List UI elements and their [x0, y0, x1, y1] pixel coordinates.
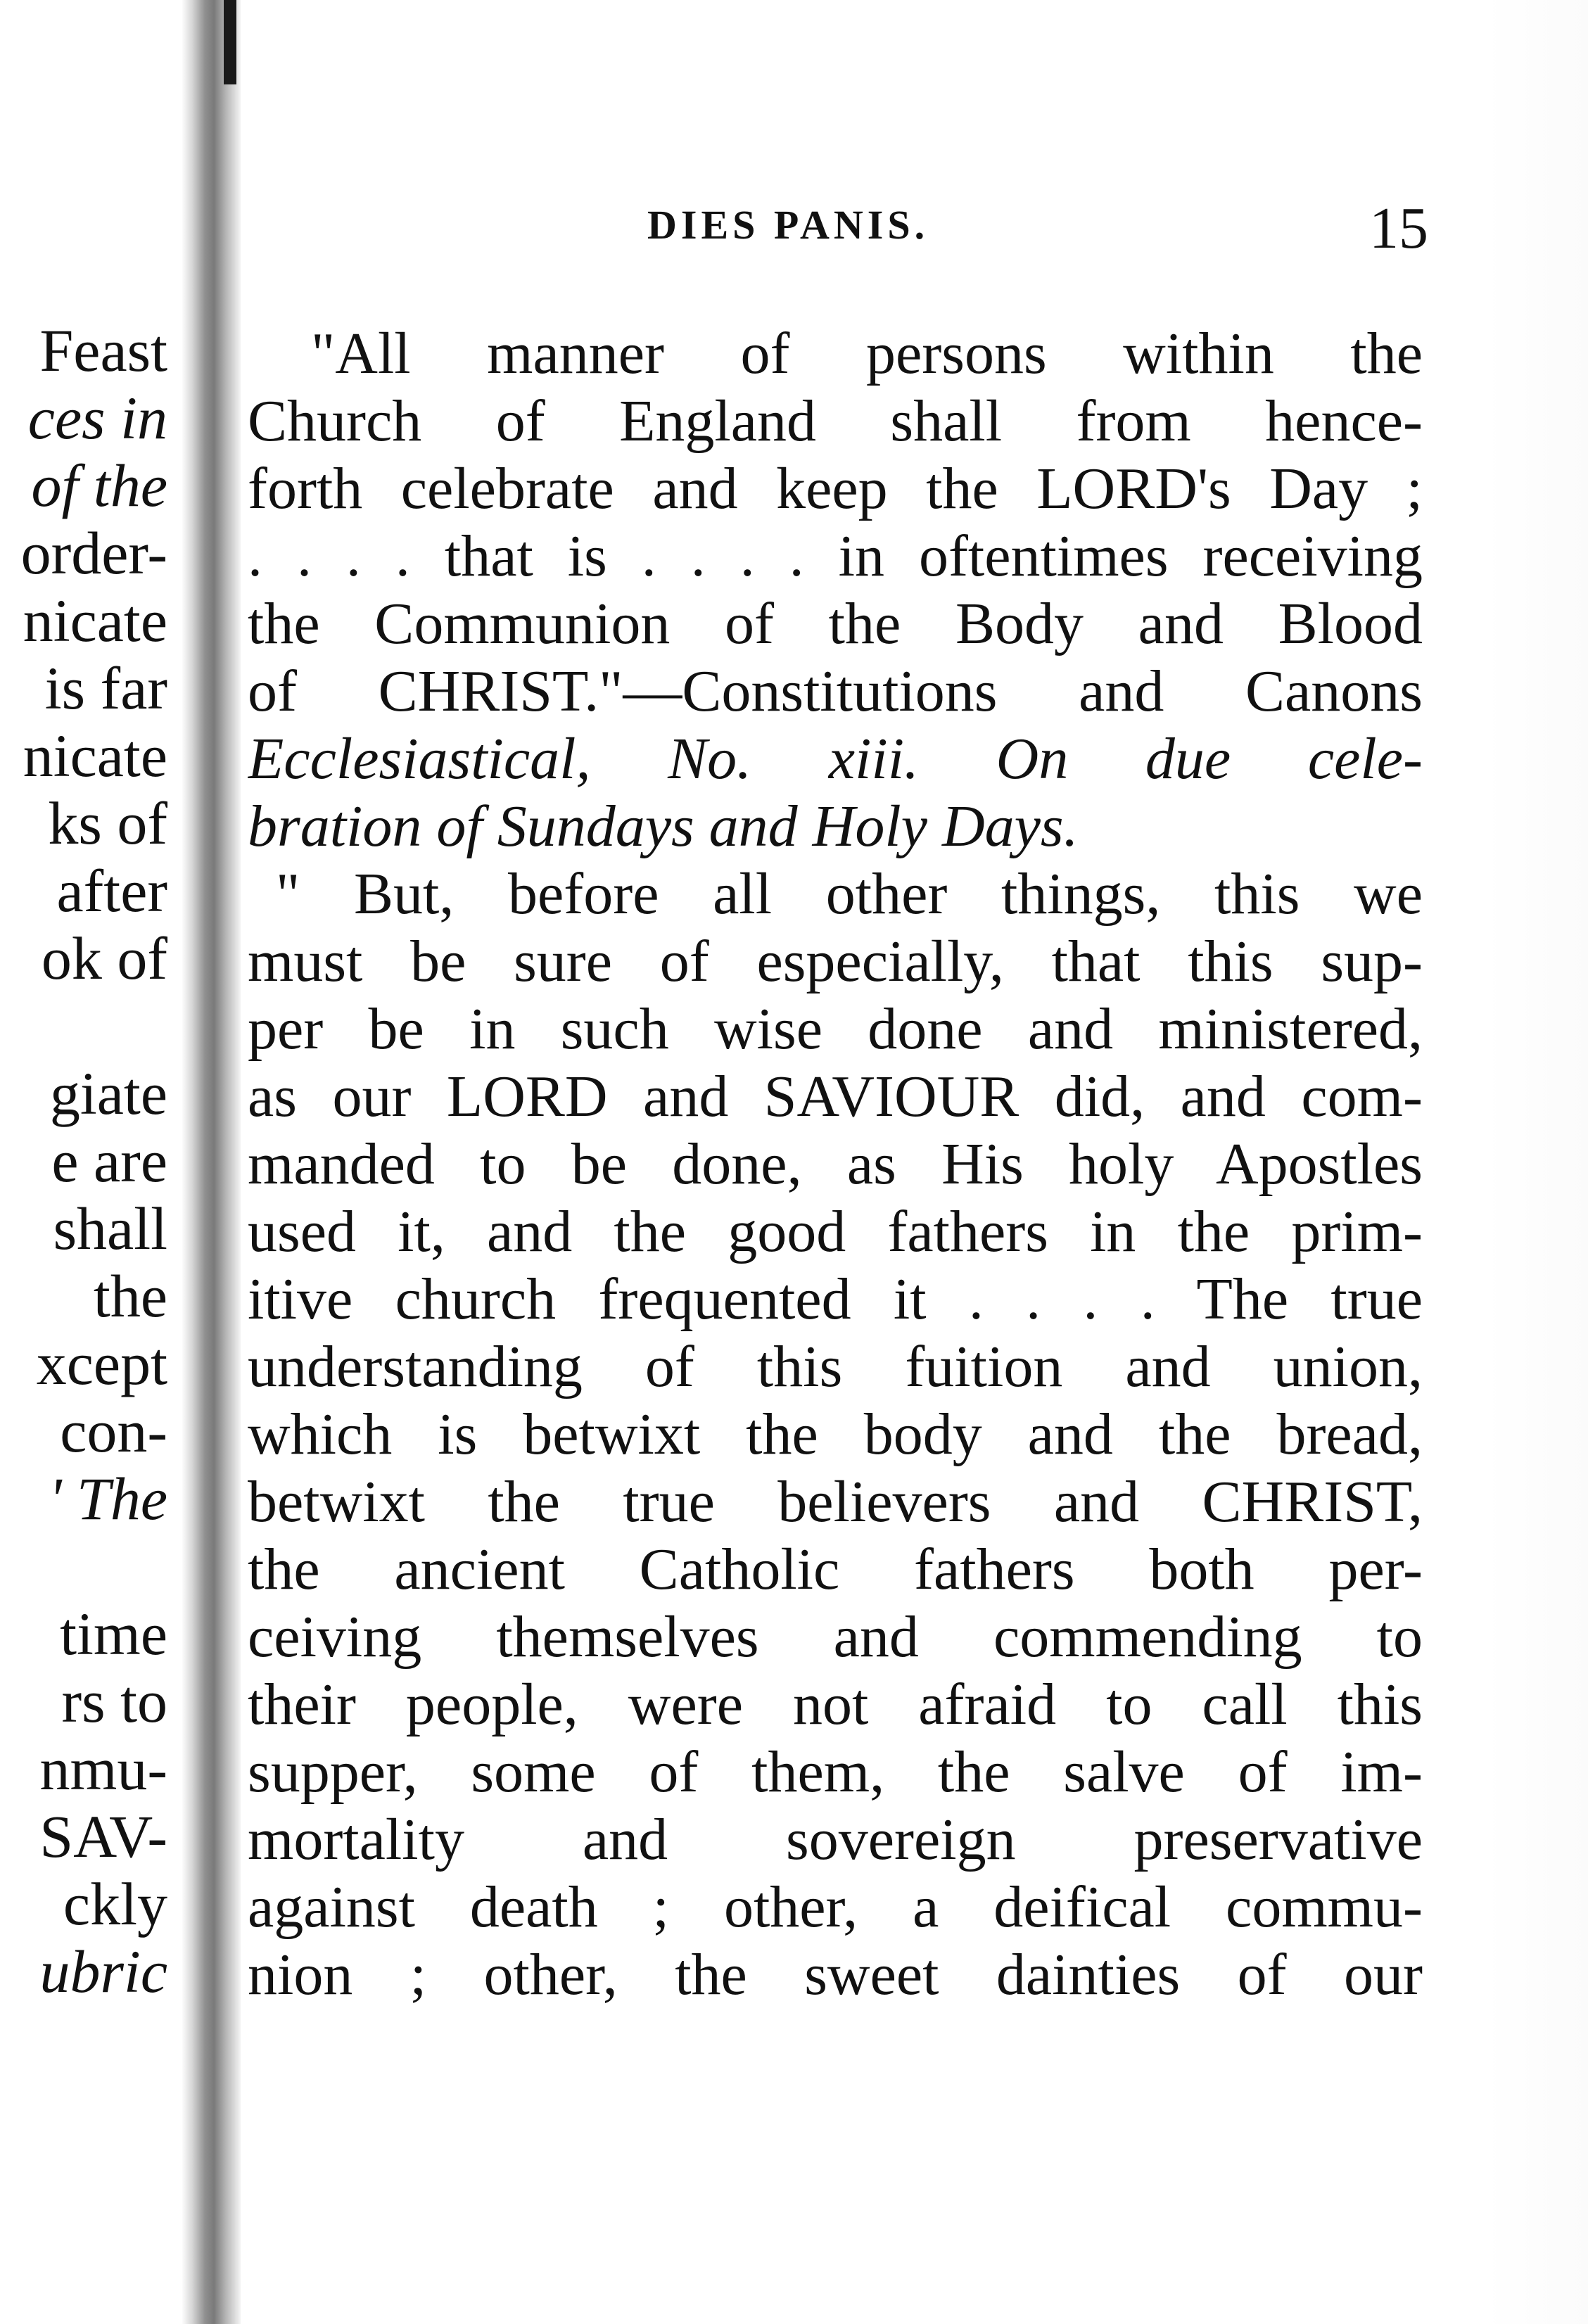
text-line: ceiving themselves and commending to — [248, 1604, 1423, 1670]
text-line: the ancient Catholic fathers both per- — [248, 1537, 1423, 1602]
text-line: betwixt the true believers and CHRIST, — [248, 1469, 1423, 1535]
text-line: " But, before all other things, this we — [276, 861, 1423, 927]
left-fragment-line: ks of — [48, 789, 167, 857]
text-line: bration of Sundays and Holy Days. — [248, 794, 1079, 859]
text-line: "All manner of persons within the — [311, 321, 1423, 386]
left-fragment-line: nicate — [23, 722, 167, 789]
text-line: forth celebrate and keep the LORD's Day ; — [248, 456, 1423, 521]
running-title: DIES PANIS. — [647, 202, 929, 248]
text-line: Church of England shall from hence- — [248, 388, 1423, 454]
text-line: as our LORD and SAVIOUR did, and com- — [248, 1064, 1423, 1129]
text-line: per be in such wise done and ministered, — [248, 996, 1423, 1062]
text-line: used it, and the good fathers in the prim- — [248, 1199, 1423, 1264]
left-fragment-line: SAV- — [39, 1803, 167, 1870]
body-text — [248, 320, 1423, 2009]
text-line: against death ; other, a deifical commu- — [248, 1874, 1423, 1940]
text-line: must be sure of especially, that this sup- — [248, 929, 1423, 994]
text-line: understanding of this fuition and union, — [248, 1334, 1423, 1399]
left-fragment-line: after — [56, 857, 167, 925]
left-fragment-line: ckly — [63, 1870, 167, 1938]
left-fragment-line: is far — [44, 654, 167, 722]
left-fragment-line: nicate — [23, 587, 167, 654]
running-head — [246, 194, 1428, 261]
text-line: itive church frequented it . . . . The true — [248, 1266, 1423, 1332]
book-gutter — [182, 0, 241, 2324]
text-line: Ecclesiastical, No. xiii. On due cele- — [248, 726, 1423, 792]
text-line: supper, some of them, the salve of im- — [248, 1739, 1423, 1805]
text-line: their people, were not afraid to call this — [248, 1672, 1423, 1737]
text-line: of CHRIST."—Constitutions and Canons — [248, 659, 1423, 724]
text-line: nion ; other, the sweet dainties of our — [248, 1942, 1423, 2007]
text-line: which is betwixt the body and the bread, — [248, 1402, 1423, 1467]
left-fragment-line: the — [93, 1262, 167, 1330]
left-fragment-line: order- — [20, 519, 167, 587]
main-page — [246, 0, 1428, 2324]
text-line: mortality and sovereign preservative — [248, 1807, 1423, 1872]
left-fragment-line: time — [60, 1600, 167, 1668]
left-fragment-line: xcept — [36, 1330, 167, 1397]
left-page-fragment — [0, 0, 176, 2324]
left-fragment-line: ' The — [49, 1465, 167, 1532]
left-fragment-line: nmu- — [39, 1735, 167, 1803]
text-line: the Communion of the Body and Blood — [248, 591, 1423, 656]
page-edge — [1485, 0, 1588, 2324]
left-fragment-line: con- — [60, 1397, 167, 1465]
left-fragment-line: shall — [53, 1195, 167, 1262]
left-fragment-line: rs to — [61, 1668, 167, 1735]
text-line: manded to be done, as His holy Apostles — [248, 1131, 1423, 1197]
left-fragment-line: ubric — [39, 1938, 167, 2005]
text-line: . . . . that is . . . . in oftentimes receiving — [248, 523, 1423, 589]
left-fragment-line: of the — [31, 452, 167, 519]
left-fragment-line: e are — [51, 1127, 167, 1195]
left-fragment-line: giate — [49, 1060, 167, 1127]
left-fragment-line: Feast — [39, 317, 167, 384]
gutter-shadow-top — [224, 0, 236, 84]
left-fragment-line: ok of — [41, 925, 167, 992]
left-fragment-line: ces in — [27, 384, 167, 452]
page-number: 15 — [1369, 196, 1428, 261]
